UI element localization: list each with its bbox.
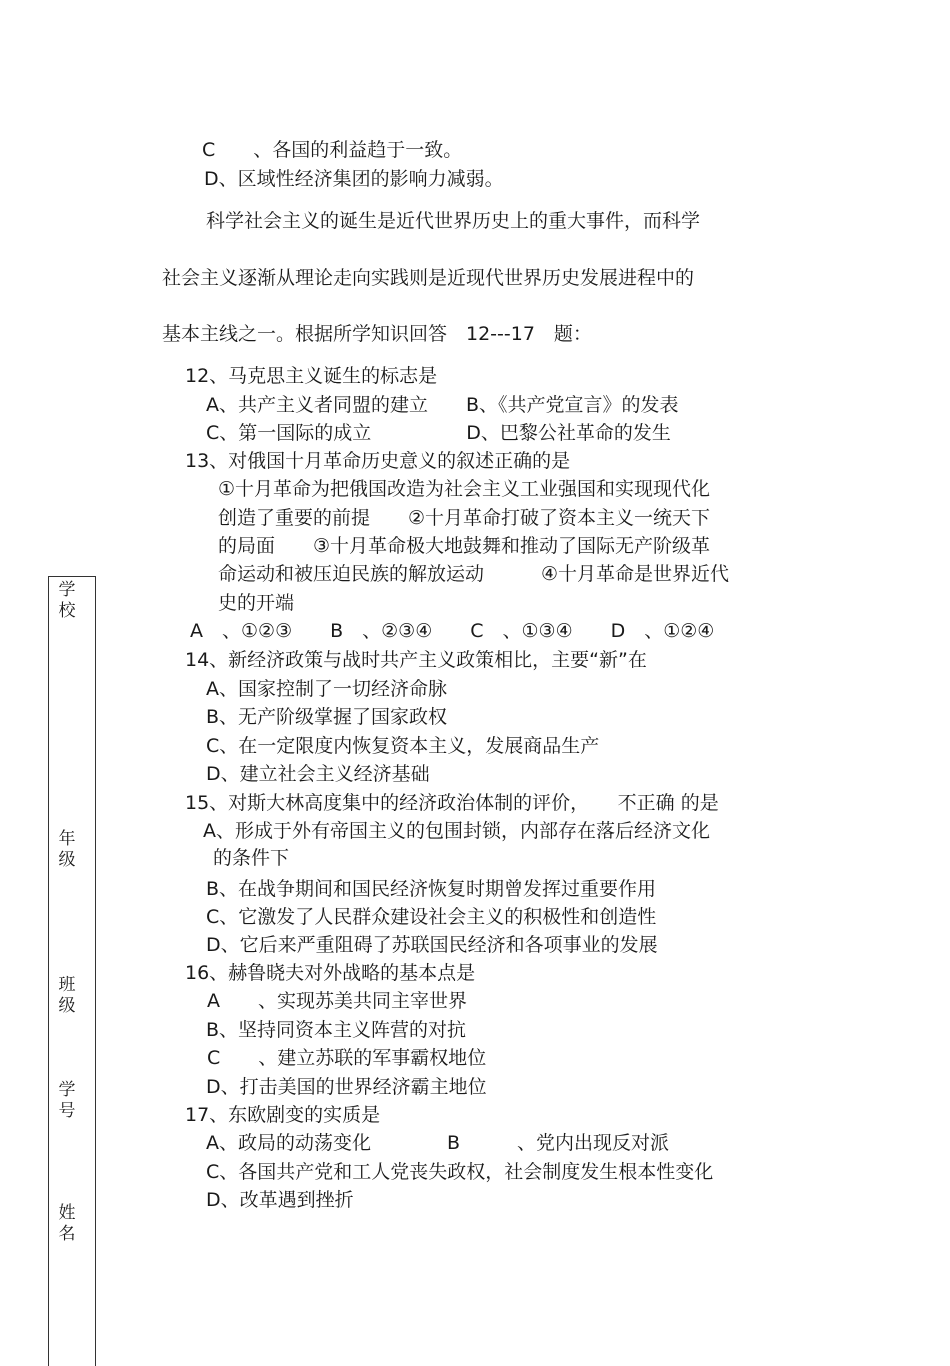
intro-line-3: 基本主线之一。根据所学知识回答 12---17 题：	[162, 323, 592, 345]
q13-statement-2: 创造了重要的前提 ②十月革命打破了资本主义一统天下	[218, 507, 711, 529]
q13-statement-5: 史的开端	[218, 592, 295, 614]
q14-option-d: D、建立社会主义经济基础	[206, 763, 430, 785]
prev-option-d: D、区域性经济集团的影响力减弱。	[204, 168, 504, 190]
q17-option-c: C、各国共产党和工人党丧失政权，社会制度发生根本性变化	[206, 1161, 714, 1183]
q15-option-c: C、它激发了人民群众建设社会主义的积极性和创造性	[206, 906, 657, 928]
q14-option-c: C、在一定限度内恢复资本主义，发展商品生产	[206, 735, 600, 757]
q17-options-ab: A、政局的动荡变化 B 、党内出现反对派	[206, 1132, 670, 1154]
intro-line-1: 科学社会主义的诞生是近代世界历史上的重大事件，而科学	[206, 210, 701, 232]
q17-stem: 17、东欧剧变的实质是	[185, 1104, 381, 1126]
q16-option-a: A 、实现苏美共同主宰世界	[207, 990, 467, 1012]
prev-option-c: C 、各国的利益趋于一致。	[202, 139, 463, 161]
q13-statement-4: 命运动和被压迫民族的解放运动 ④十月革命是世界近代	[218, 563, 730, 585]
q13-options: A 、①②③ B 、②③④ C 、①③④ D 、①②④	[190, 620, 715, 642]
grade-label: 年级	[58, 829, 76, 870]
q13-stem: 13、对俄国十月革命历史意义的叙述正确的是	[185, 450, 571, 472]
q13-statement-1: ①十月革命为把俄国改造为社会主义工业强国和实现现代化	[218, 478, 711, 500]
q15-option-d: D、它后来严重阻碍了苏联国民经济和各项事业的发展	[206, 934, 658, 956]
q12-options-ab: A、共产主义者同盟的建立 B、《共产党宣言》的发表	[206, 394, 679, 416]
student-id-label: 学号	[58, 1080, 76, 1121]
class-label: 班级	[58, 975, 76, 1016]
q15-stem: 15、对斯大林高度集中的经济政治体制的评价， 不正确 的是	[185, 792, 719, 814]
q14-stem: 14、新经济政策与战时共产主义政策相比，主要“新”在	[185, 649, 647, 671]
q17-option-d: D、改革遇到挫折	[206, 1189, 354, 1211]
q15-option-a-1: A、形成于外有帝国主义的包围封锁，内部存在落后经济文化	[203, 820, 710, 842]
q15-option-b: B、在战争期间和国民经济恢复时期曾发挥过重要作用	[206, 878, 657, 900]
student-name-label: 姓名	[58, 1203, 76, 1244]
q13-statement-3: 的局面 ③十月革命极大地鼓舞和推动了国际无产阶级革	[218, 535, 711, 557]
q14-option-a: A、国家控制了一切经济命脉	[206, 678, 447, 700]
q12-stem: 12、马克思主义诞生的标志是	[185, 365, 438, 387]
q15-option-a-2: 的条件下	[213, 847, 290, 869]
q12-options-cd: C、第一国际的成立 D、巴黎公社革命的发生	[206, 422, 671, 444]
q16-option-b: B、坚持同资本主义阵营的对抗	[206, 1019, 467, 1041]
intro-line-2: 社会主义逐渐从理论走向实践则是近现代世界历史发展进程中的	[162, 267, 695, 289]
school-label: 学校	[58, 580, 76, 621]
q14-option-b: B、无产阶级掌握了国家政权	[206, 706, 448, 728]
q16-option-c: C 、建立苏联的军事霸权地位	[207, 1047, 487, 1069]
q16-stem: 16、赫鲁晓夫对外战略的基本点是	[185, 962, 476, 984]
student-info-box	[48, 576, 96, 1366]
q16-option-d: D、打击美国的世界经济霸主地位	[206, 1076, 487, 1098]
